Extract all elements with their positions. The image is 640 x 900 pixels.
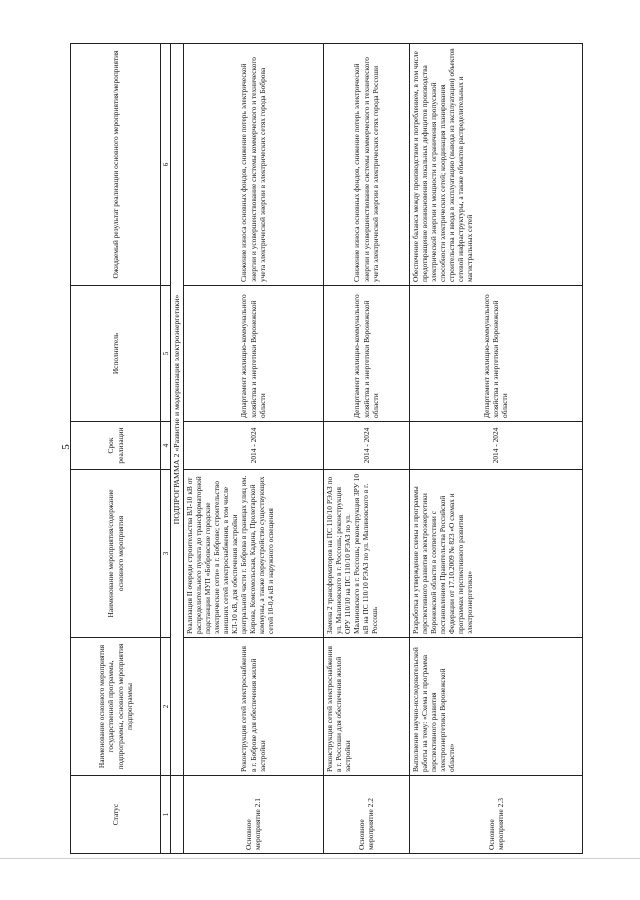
header-term: Срок реализации [71, 422, 161, 470]
header-row [71, 44, 161, 854]
row-name: Выполнение научно-исследовательской работы на тему: «Схема и программа перспективного развития электроэнергетики Воронежской области» [409, 638, 582, 776]
row-status: Основное мероприятие 2.1 [183, 776, 323, 854]
row-executor: Департамент жилищно-коммунального хозяйства и энергетики Воронежской области [183, 286, 323, 422]
header-name-main: Наименование основного мероприятия государственной программы, подпрограммы, основного мероприятия подпрограммы [71, 638, 161, 776]
row-executor: Департамент жилищно-коммунального хозяйства и энергетики Воронежской области [323, 286, 409, 422]
row-event: Реализация II очереди строительства ВЛ-10 кВ от распределительного пункта до трансформаторной подстанции МУП «Бобровские городские электрические сети» в г. Боброве; строительство внешних сетей электроснабжения, в том числе КЛ-10 кВ, для обеспечения застройки центральной части г. Боброва в границах улиц им. Кирова, Комсомольская, Кадина, Пролетарской коммуны, а также переустройство существующих сетей 10-0,4 кВ и наружного освещения [183, 470, 323, 638]
page-number: 5 [60, 444, 72, 450]
col-number: 5 [161, 286, 171, 422]
row-status: Основное мероприятие 2.3 [409, 776, 582, 854]
row-term: 2014 - 2024 [409, 422, 582, 470]
rotated-table-wrapper [70, 44, 580, 854]
col-number: 2 [161, 638, 171, 776]
col-number: 4 [161, 422, 171, 470]
row-name: Реконструкция сетей электроснабжения в г. Боброве для обеспечения жилой застройки [183, 638, 323, 776]
subprogram-title: ПОДПРОГРАММА 2 «Развитие и модернизация электроэнергетики» [171, 44, 184, 776]
row-term: 2014 - 2024 [323, 422, 409, 470]
row-name: Реконструкция сетей электроснабжения в г. Россоши для обеспечения жилой застройки [323, 638, 409, 776]
row-executor: Департамент жилищно-коммунального хозяйства и энергетики Воронежской области [409, 286, 582, 422]
table-row [183, 44, 323, 854]
row-result: Обеспечение баланса между производством и потреблением, в том числе предотвращение возникновения локальных дефицитов производства электрической энергии и мощности и ограничения пропускной способности электрических сетей; координация планирования строительства и ввода в эксплуатацию (вывода из эксплуатации) объектов сетевой инфраструктуры, а также объектов распределительных и магистральных сетей [409, 44, 582, 286]
table-row [409, 44, 582, 854]
row-term: 2014 - 2024 [183, 422, 323, 470]
col-number: 1 [161, 776, 171, 854]
header-result: Ожидаемый результат реализации основного мероприятия/мероприятия [71, 44, 161, 286]
page-bottom-rule [0, 858, 640, 859]
table-row [323, 44, 409, 854]
subprogram-row [171, 44, 184, 854]
program-table [70, 43, 583, 854]
col-number: 3 [161, 470, 171, 638]
header-status: Статус [71, 776, 161, 854]
row-result: Снижение износа основных фондов, снижение потерь электрической энергии и усовершенствование системы коммерческого и технического учета электрической энергии в электрических сетях города Россоши [323, 44, 409, 286]
col-number: 6 [161, 44, 171, 286]
row-event: Замена 2 трансформаторов на ПС 110/10 РЭАЗ по ул. Малиновского в г. Россошь; реконструкция ОРУ 110/10 на ПС 110/10 РЭАЗ по ул. Малиновского в г. Россошь; реконструкция ЗРУ 10 кВ на ПС 110/10 РЭАЗ по ул. Малиновского в г. Россошь [323, 470, 409, 638]
row-event: Разработка и утверждение схемы и программы перспективного развития электроэнергетики Воронежской области в соответствии с постановлением Правительства Российской Федерации от 17.10.2009 № 823 «О схемах и программах перспективного развития электроэнергетики» [409, 470, 582, 638]
column-number-row [161, 44, 171, 854]
row-status: Основное мероприятие 2.2 [323, 776, 409, 854]
row-result: Снижение износа основных фондов, снижение потерь электрической энергии и усовершенствование системы коммерческого и технического учета электрической энергии в электрических сетях города Боброва [183, 44, 323, 286]
document-sheet [70, 44, 580, 854]
header-name-event: Наименование мероприятия/содержание основного мероприятия [71, 470, 161, 638]
header-executor: Исполнитель [71, 286, 161, 422]
